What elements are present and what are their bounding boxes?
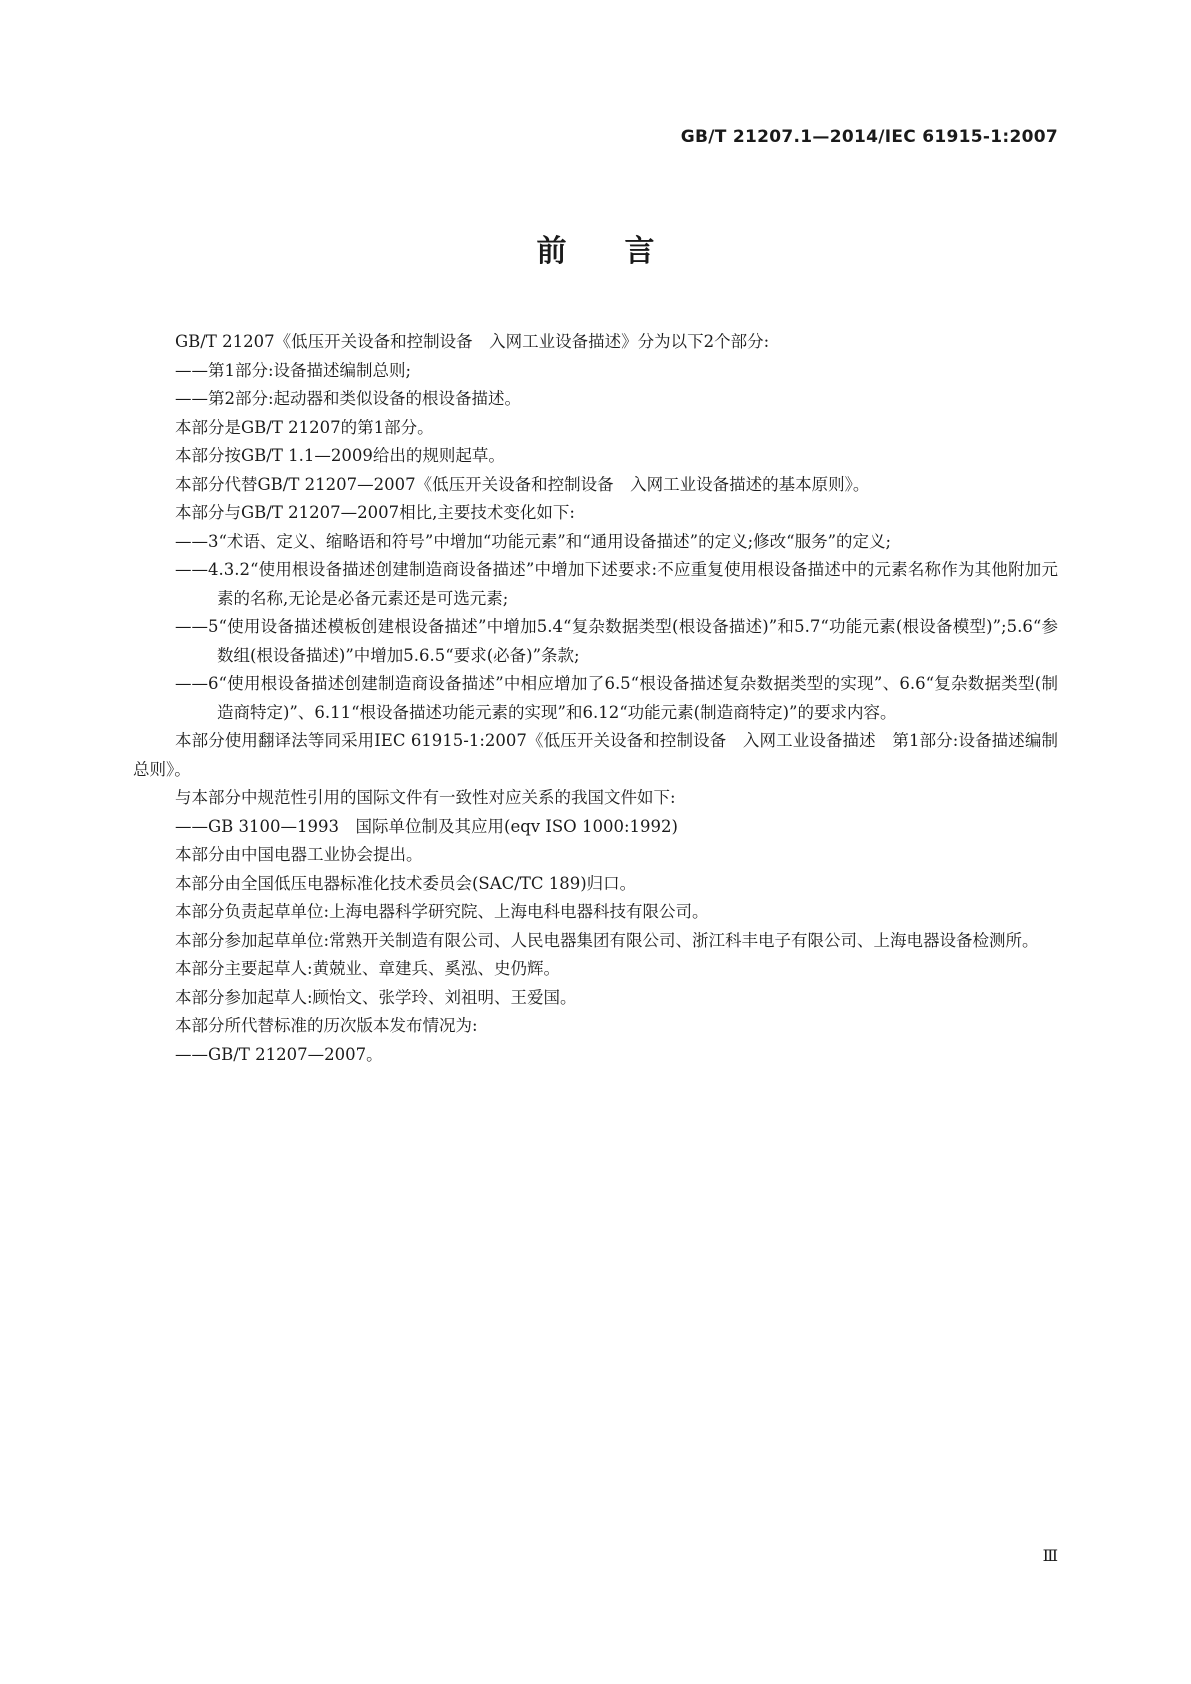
standard-number-header: GB/T 21207.1—2014/IEC 61915-1:2007 (680, 127, 1058, 147)
title-char-1: 前 (536, 234, 567, 269)
page-number: Ⅲ (1042, 1546, 1058, 1565)
foreword-body (133, 328, 1058, 1069)
list-item: ——第2部分:起动器和类似设备的根设备描述。 (175, 389, 522, 408)
list-item: ——4.3.2“使用根设备描述创建制造商设备描述”中增加下述要求:不应重复使用根设备描述中的元素名称作为其他附加元素的名称,无论是必备元素还是可选元素; (175, 560, 1058, 608)
paragraph: 本部分负责起草单位:上海电器科学研究院、上海电科电器科技有限公司。 (175, 902, 709, 921)
paragraph: 本部分使用翻译法等同采用IEC 61915-1:2007《低压开关设备和控制设备 入网工业设备描述 第1部分:设备描述编制总则》。 (133, 731, 1058, 779)
list-item: ——3“术语、定义、缩略语和符号”中增加“功能元素”和“通用设备描述”的定义;修改“服务”的定义; (175, 531, 892, 551)
title-char-2: 言 (624, 234, 655, 269)
paragraph: 本部分由中国电器工业协会提出。 (175, 845, 423, 864)
list-item: ——第1部分:设备描述编制总则; (175, 360, 412, 380)
paragraph: GB/T 21207《低压开关设备和控制设备 入网工业设备描述》分为以下2个部分: (175, 332, 770, 351)
list-item: ——GB 3100—1993 国际单位制及其应用(eqv ISO 1000:1992) (175, 816, 678, 836)
list-item: ——6“使用根设备描述创建制造商设备描述”中相应增加了6.5“根设备描述复杂数据类型的实现”、6.6“复杂数据类型(制造商特定)”、6.11“根设备描述功能元素的实现”和6.12“功能元素(制造商特定)”的要求内容。 (175, 674, 1058, 722)
paragraph: 本部分主要起草人:黄兢业、章建兵、奚泓、史仍辉。 (175, 959, 561, 978)
paragraph: 本部分由全国低压电器标准化技术委员会(SAC/TC 189)归口。 (175, 873, 637, 893)
list-item: ——GB/T 21207—2007。 (175, 1044, 383, 1064)
paragraph: 本部分是GB/T 21207的第1部分。 (175, 417, 434, 437)
paragraph: 本部分与GB/T 21207—2007相比,主要技术变化如下: (175, 503, 575, 522)
paragraph: 本部分所代替标准的历次版本发布情况为: (175, 1016, 478, 1035)
page-title (0, 226, 1191, 270)
paragraph: 与本部分中规范性引用的国际文件有一致性对应关系的我国文件如下: (175, 788, 676, 807)
list-item: ——5“使用设备描述模板创建根设备描述”中增加5.4“复杂数据类型(根设备描述)”和5.7“功能元素(根设备模型)”;5.6“参数组(根设备描述)”中增加5.6.5“要求(必备)”条款; (175, 617, 1058, 665)
paragraph: 本部分参加起草人:顾怡文、张学玲、刘祖明、王爱国。 (175, 987, 577, 1007)
paragraph: 本部分代替GB/T 21207—2007《低压开关设备和控制设备 入网工业设备描述的基本原则》。 (175, 474, 870, 494)
paragraph: 本部分按GB/T 1.1—2009给出的规则起草。 (175, 446, 505, 465)
paragraph: 本部分参加起草单位:常熟开关制造有限公司、人民电器集团有限公司、浙江科丰电子有限公司、上海电器设备检测所。 (175, 930, 1039, 950)
